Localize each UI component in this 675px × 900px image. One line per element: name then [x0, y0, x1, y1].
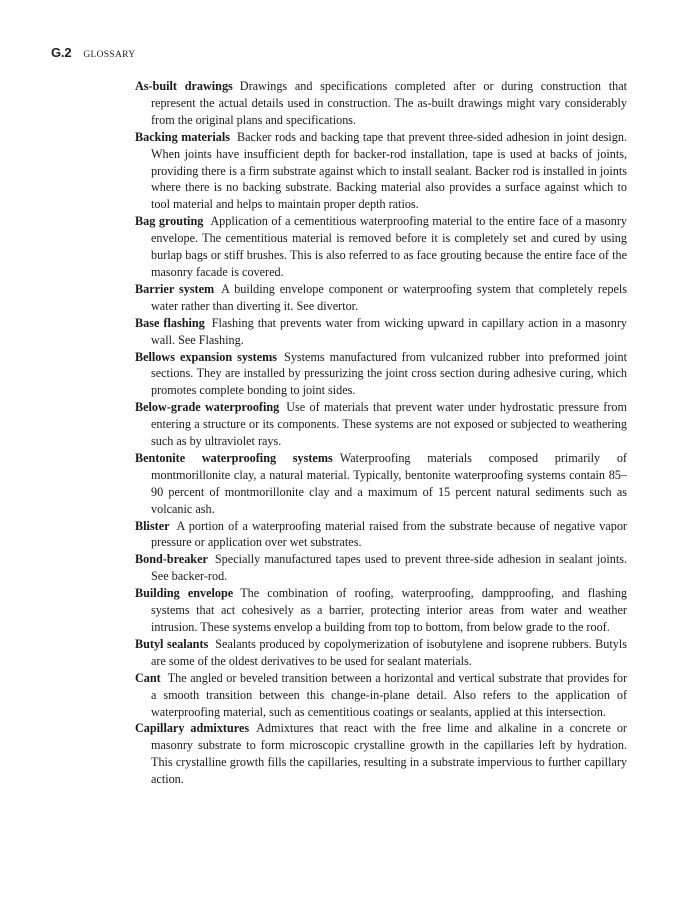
glossary-term: As-built drawings: [135, 79, 233, 93]
glossary-entry: [135, 78, 627, 129]
glossary-term: Bond-breaker: [135, 552, 208, 567]
glossary-term: Building envelope: [135, 586, 234, 601]
glossary-definition: Admixtures that react with the free lime and alkaline in a concrete or masonry substrate to form microscopic crystalline growth in the capillaries left by hydration. This crystalline growth fills the capillaries, resulting in a substrate impervious to further capillary action.: [151, 721, 627, 787]
glossary-entry: [135, 399, 627, 450]
glossary-term: Butyl sealants: [135, 636, 209, 651]
glossary-entry: [135, 670, 627, 721]
glossary-definition: Backer rods and backing tape that prevent three-sided adhesion in joint design. When joints have insufficient depth for backer-rod installation, tape is used at backs of joints, providing there is a firm substrate against which to install sealant. Backer rod is installed in joints where there is no backing substrate. Backing material also provides a surface against which to tool material and helps to maintain proper depth ratios.: [151, 129, 628, 212]
glossary-term: Below-grade waterproofing: [135, 400, 280, 415]
glossary-term: Bag grouting: [135, 214, 204, 229]
glossary-entry: [135, 213, 627, 281]
glossary-definition: Drawings and specifications completed after or during construction that represent the actual details used in construction. The as-built drawings might vary considerably from the original plans and specifications.: [151, 79, 627, 127]
glossary-definition: A portion of a waterproofing material raised from the substrate because of negative vapor pressure or application over wet substrates.: [151, 518, 627, 550]
glossary-entry: [135, 720, 627, 788]
glossary-entry: [135, 551, 627, 585]
glossary-term: Backing materials: [135, 129, 230, 144]
glossary-entry: [135, 518, 627, 552]
glossary-entry: [135, 450, 627, 518]
glossary-term: Blister: [135, 518, 170, 533]
page-number: G.2: [51, 45, 72, 60]
glossary-term: Cant: [135, 670, 161, 685]
glossary-entry: [135, 281, 627, 315]
glossary-definition: Specially manufactured tapes used to prevent three-side adhesion in sealant joints. See backer-rod.: [151, 552, 627, 584]
glossary-entry: [135, 349, 627, 400]
glossary-entry: [135, 129, 627, 214]
section-title: GLOSSARY: [83, 50, 136, 60]
glossary-entry: [135, 315, 627, 349]
glossary-term: Bellows expansion systems: [135, 349, 278, 364]
glossary-term: Bentonite waterproofing systems: [135, 450, 333, 465]
running-header: [51, 45, 135, 63]
glossary-definition: Use of materials that prevent water under hydrostatic pressure from entering a structure or its components. These systems are not exposed or subjected to weathering such as by ultraviolet rays.: [151, 400, 627, 449]
glossary-definition: The combination of roofing, waterproofing, dampproofing, and flashing systems that act cohesively as a barrier, protecting interior areas from water and weather intrusion. These systems envelop a building from top to bottom, from below grade to the roof.: [151, 586, 628, 634]
glossary-definition: Waterproofing materials composed primarily of montmorillonite clay, a natural material. Typically, bentonite waterproofing systems contain 85–90 percent of montmorillonite clay and a maximum of 15 percent natural sediments such as volcanic ash.: [151, 450, 627, 516]
glossary-entries: [135, 78, 627, 788]
glossary-entry: [135, 636, 627, 670]
glossary-term: Base flashing: [135, 315, 205, 330]
glossary-definition: Flashing that prevents water from wicking upward in capillary action in a masonry wall. See Flashing.: [151, 315, 627, 347]
glossary-term: Capillary admixtures: [135, 721, 250, 736]
glossary-definition: The angled or beveled transition between a horizontal and vertical substrate that provides for a smooth transition between this change-in-plane detail. Also refers to the application of waterproofing material, such as cementitious coatings or sealants, applied at this intersection.: [151, 670, 627, 719]
glossary-entry: [135, 585, 627, 636]
glossary-definition: Application of a cementitious waterproofing material to the entire face of a masonry envelope. The cementitious material is removed before it is completely set and cured by using burlap bags or stiff brushes. This is also referred to as face grouting because the entire face of the masonry facade is covered.: [151, 214, 627, 279]
glossary-definition: A building envelope component or waterproofing system that completely repels water rather than diverting it. See divertor.: [151, 281, 627, 313]
glossary-term: Barrier system: [135, 281, 215, 296]
glossary-definition: Systems manufactured from vulcanized rubber into preformed joint sections. They are installed by pressurizing the joint cross section during adhesive curing, which promotes complete bonding to joint sides.: [151, 349, 627, 398]
glossary-definition: Sealants produced by copolymerization of isobutylene and isoprene rubbers. Butyls are some of the oldest derivatives to be used for sealant materials.: [151, 636, 627, 668]
